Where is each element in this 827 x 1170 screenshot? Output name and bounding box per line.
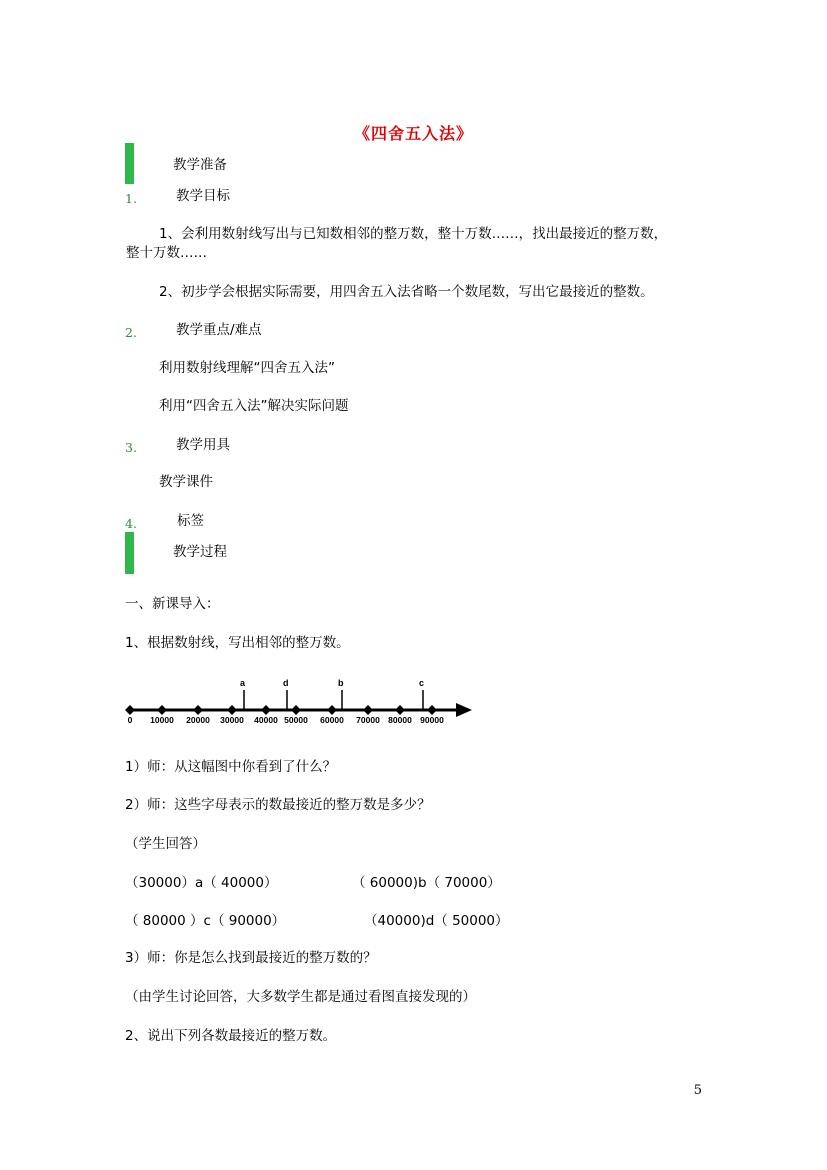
tick-label: 70000 [356, 715, 380, 725]
tags-number: 4. [125, 516, 137, 531]
document-title: 《四舍五入法》 [353, 124, 473, 143]
page-number: 5 [693, 1083, 702, 1098]
tick-mark [193, 705, 203, 715]
tick-mark [157, 705, 167, 715]
section-marker-bar [125, 532, 134, 574]
tick-label: 0 [127, 715, 133, 725]
tick-label: 50000 [284, 715, 308, 725]
tick-label: 60000 [320, 715, 344, 725]
key-item-1: 利用数射线理解“四舍五入法” [159, 360, 335, 376]
answer-d: （40000)d（ 50000） [364, 913, 509, 929]
key-heading: 教学重点/难点 [176, 322, 262, 338]
prompt-1: 1）师：从这幅图中你看到了什么？ [125, 759, 337, 775]
answer-b: （ 60000)b（ 70000） [352, 875, 501, 891]
tick-label: 30000 [220, 715, 244, 725]
letter-marker-label: b [338, 678, 344, 688]
section-process: 教学过程 [173, 544, 227, 560]
letter-marker-label: c [419, 678, 425, 688]
letter-marker-label: a [240, 678, 246, 688]
section-marker-bar [125, 143, 134, 184]
prompt-5: （由学生讨论回答，大多数学生都是通过看图直接发现的） [125, 989, 476, 1005]
section-prep: 教学准备 [173, 157, 227, 173]
tools-heading: 教学用具 [176, 437, 230, 453]
goal-number: 1. [125, 191, 137, 206]
tick-label: 80000 [388, 715, 412, 725]
tick-mark [395, 705, 405, 715]
answer-c: （ 80000 ）c（ 90000） [125, 913, 286, 929]
tick-mark [261, 705, 271, 715]
tick-mark [327, 705, 337, 715]
tick-mark [363, 705, 373, 715]
prompt-2: 2）师：这些字母表示的数最接近的整万数是多少？ [125, 797, 431, 813]
goal-item-2: 2、初步学会根据实际需要，用四舍五入法省略一个数尾数，写出它最接近的整数。 [159, 284, 654, 300]
goal-heading: 教学目标 [176, 188, 230, 204]
question-2: 2、说出下列各数最接近的整万数。 [125, 1028, 337, 1044]
key-item-2: 利用“四舍五入法”解决实际问题 [159, 398, 349, 414]
tick-mark [291, 705, 301, 715]
tools-number: 3. [125, 440, 137, 455]
tick-mark [227, 705, 237, 715]
tick-label: 10000 [150, 715, 174, 725]
tick-mark [125, 705, 135, 715]
goal-item-1b: 整十万数…… [126, 245, 207, 261]
tags-heading: 标签 [177, 513, 204, 529]
tools-item-1: 教学课件 [159, 474, 213, 490]
letter-marker-label: d [283, 678, 289, 688]
goal-item-1a: 1、会利用数射线写出与已知数相邻的整万数，整十万数……，找出最接近的整万数， [159, 226, 668, 242]
tick-label: 90000 [420, 715, 444, 725]
number-line-figure [120, 672, 480, 730]
prompt-4: 3）师：你是怎么找到最接近的整万数的？ [125, 950, 377, 966]
key-number: 2. [125, 325, 137, 340]
tick-mark [427, 705, 437, 715]
question-1: 1、根据数射线，写出相邻的整万数。 [125, 635, 350, 651]
intro-heading: 一、新课导入： [125, 596, 220, 612]
prompt-3: （学生回答） [125, 836, 206, 852]
tick-label: 40000 [254, 715, 278, 725]
number-line-arrowhead [456, 703, 472, 717]
tick-label: 20000 [186, 715, 210, 725]
answer-a: （30000）a（ 40000） [125, 875, 278, 891]
